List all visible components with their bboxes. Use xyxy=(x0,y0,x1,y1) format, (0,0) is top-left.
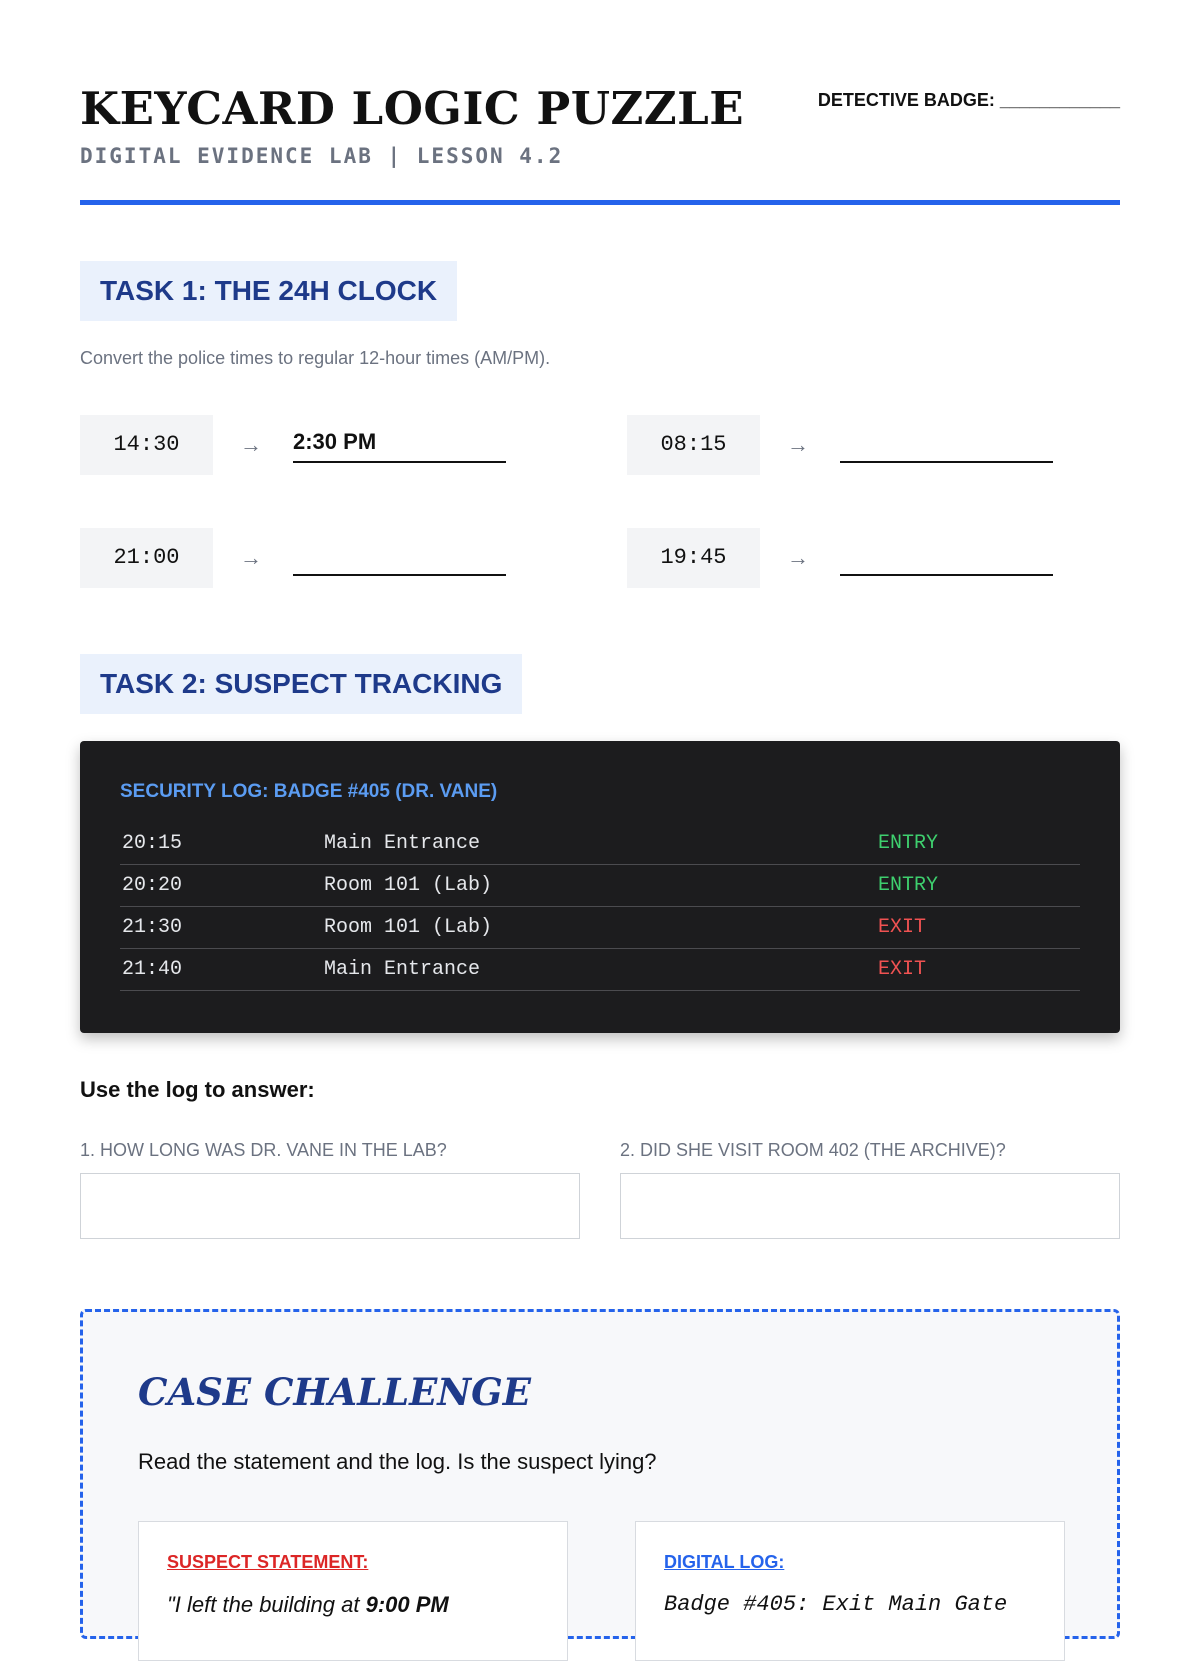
log-time: 20:20 xyxy=(122,874,183,897)
answer-field[interactable] xyxy=(840,542,1053,576)
answer-field[interactable] xyxy=(293,542,506,576)
task2-heading: TASK 2: SUSPECT TRACKING xyxy=(80,654,522,714)
answer-field[interactable]: 2:30 PM xyxy=(293,429,506,463)
statement-text: "I left the building at xyxy=(167,1592,366,1617)
question-room-402 xyxy=(620,1140,1120,1239)
log-location: Main Entrance xyxy=(324,832,481,855)
log-row xyxy=(120,949,1080,991)
suspect-statement-card xyxy=(138,1521,568,1661)
answer-box[interactable] xyxy=(80,1173,580,1239)
log-status: EXIT xyxy=(878,958,927,981)
digital-log-card xyxy=(635,1521,1065,1661)
header-divider xyxy=(80,200,1120,205)
log-status: ENTRY xyxy=(878,832,939,855)
log-status: ENTRY xyxy=(878,874,939,897)
log-location: Room 101 (Lab) xyxy=(324,916,493,939)
log-location: Main Entrance xyxy=(324,958,481,981)
military-time: 21:00 xyxy=(80,528,213,588)
log-time: 21:30 xyxy=(122,916,183,939)
digital-log-text: Badge #405: Exit Main Gate xyxy=(664,1592,1008,1617)
answer-field[interactable] xyxy=(840,429,1053,463)
suspect-statement-title: SUSPECT STATEMENT: xyxy=(167,1552,369,1572)
task1-heading: TASK 1: THE 24H CLOCK xyxy=(80,261,457,321)
page-title: KEYCARD LOGIC PUZZLE xyxy=(80,82,745,135)
task1-instruction: Convert the police times to regular 12-hour times (AM/PM). xyxy=(80,348,551,368)
log-location: Room 101 (Lab) xyxy=(324,874,493,897)
log-row xyxy=(120,907,1080,949)
case-challenge-title: CASE CHALLENGE xyxy=(138,1370,531,1414)
question-lab-duration xyxy=(80,1140,580,1239)
military-time: 08:15 xyxy=(627,415,760,475)
case-challenge-panel xyxy=(80,1309,1120,1639)
use-log-prompt: Use the log to answer: xyxy=(80,1077,315,1102)
page-subtitle: DIGITAL EVIDENCE LAB | LESSON 4.2 xyxy=(80,144,564,168)
digital-log-title: DIGITAL LOG: xyxy=(664,1552,785,1572)
military-time: 14:30 xyxy=(80,415,213,475)
arrow-right-icon: → xyxy=(787,545,809,570)
arrow-right-icon: → xyxy=(787,432,809,457)
statement-time: 9:00 PM xyxy=(365,1592,449,1617)
worksheet-page xyxy=(80,0,1120,1617)
detective-badge-field[interactable]: DETECTIVE BADGE: ____________ xyxy=(817,90,1120,110)
question-label: 1. HOW LONG WAS DR. VANE IN THE LAB? xyxy=(80,1140,447,1160)
question-label: 2. DID SHE VISIT ROOM 402 (THE ARCHIVE)? xyxy=(620,1140,1006,1160)
arrow-right-icon: → xyxy=(240,545,262,570)
log-row xyxy=(120,823,1080,865)
log-row xyxy=(120,865,1080,907)
military-time: 19:45 xyxy=(627,528,760,588)
suspect-statement-text xyxy=(167,1592,449,1618)
log-status: EXIT xyxy=(878,916,927,939)
security-log-table xyxy=(120,823,1080,991)
security-log-panel xyxy=(80,741,1120,1033)
security-log-title: SECURITY LOG: BADGE #405 (DR. VANE) xyxy=(120,781,498,802)
log-time: 21:40 xyxy=(122,958,183,981)
case-challenge-instruction: Read the statement and the log. Is the suspect lying? xyxy=(138,1449,657,1474)
log-time: 20:15 xyxy=(122,832,183,855)
answer-box[interactable] xyxy=(620,1173,1120,1239)
arrow-right-icon: → xyxy=(240,432,262,457)
